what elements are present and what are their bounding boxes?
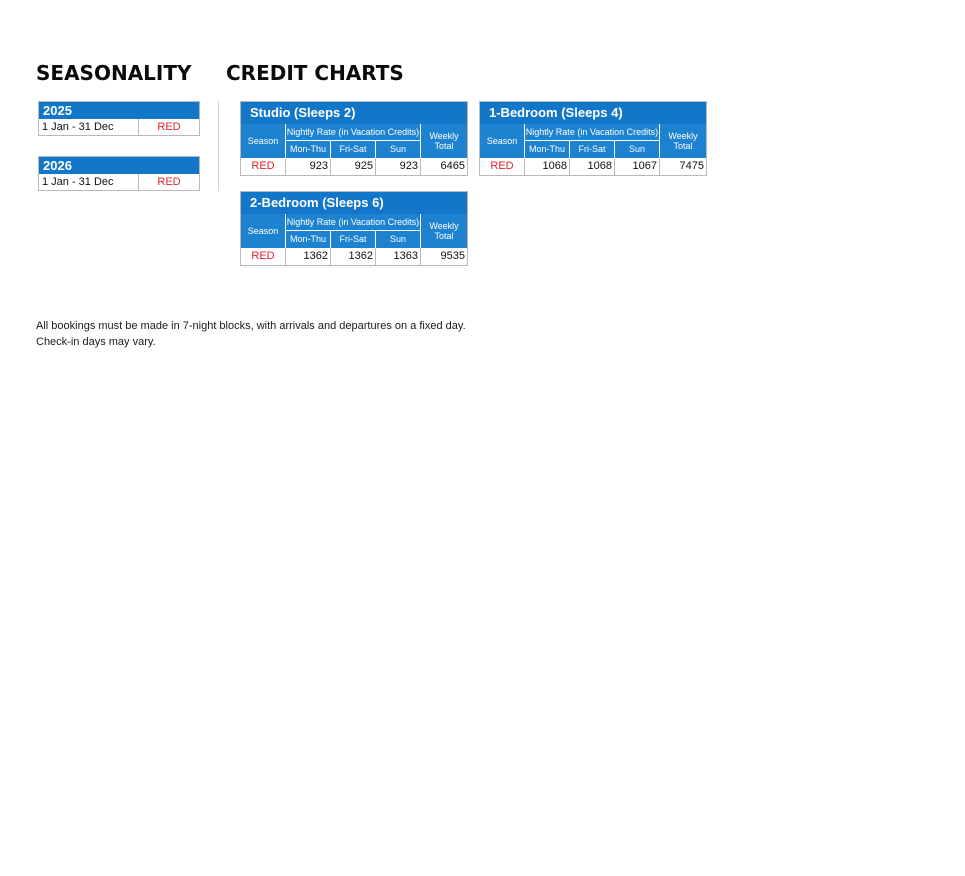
cell-fri-sat: 1362 (331, 248, 376, 265)
header-season: Season (241, 124, 286, 158)
cell-mon-thu: 1068 (525, 158, 570, 175)
header-fri-sat: Fri-Sat (330, 231, 375, 248)
table-row (241, 158, 467, 175)
cell-fri-sat: 925 (331, 158, 376, 175)
credit-table-title: 1-Bedroom (Sleeps 4) (480, 102, 706, 124)
credit-table-1-bedroom (479, 101, 707, 176)
credit-table-title: 2-Bedroom (Sleeps 6) (241, 192, 467, 214)
table-row (241, 248, 467, 265)
credit-table-2-bedroom (240, 191, 468, 266)
header-sun: Sun (375, 141, 420, 158)
cell-season: RED (241, 158, 286, 175)
season-year: 2025 (39, 102, 199, 119)
season-label: RED (157, 176, 181, 188)
credit-table-title: Studio (Sleeps 2) (241, 102, 467, 124)
cell-mon-thu: 923 (286, 158, 331, 175)
header-sun: Sun (614, 141, 659, 158)
header-weekly-total: Weekly Total (429, 131, 459, 151)
cell-sun: 1067 (615, 158, 660, 175)
cell-season: RED (480, 158, 525, 175)
header-season: Season (480, 124, 525, 158)
header-fri-sat: Fri-Sat (330, 141, 375, 158)
season-row (39, 174, 199, 190)
table-row (480, 158, 706, 175)
seasonality-heading: SEASONALITY (36, 61, 192, 85)
header-mon-thu: Mon-Thu (289, 234, 326, 244)
season-dates: 1 Jan - 31 Dec (39, 174, 139, 190)
header-nightly-rate: Nightly Rate (in Vacation Credits) (525, 124, 659, 141)
credit-table-studio (240, 101, 468, 176)
header-nightly-rate: Nightly Rate (in Vacation Credits) (286, 124, 420, 141)
cell-sun: 1363 (376, 248, 421, 265)
cell-weekly-total: 6465 (440, 160, 465, 172)
booking-note: All bookings must be made in 7-night blocks, with arrivals and departures on a fixed day. (36, 320, 466, 332)
season-row (39, 119, 199, 135)
cell-weekly-total: 7475 (679, 160, 704, 172)
credit-table-header (241, 214, 467, 248)
header-weekly-total: Weekly Total (429, 221, 459, 241)
cell-weekly-total: 9535 (440, 250, 465, 262)
season-label: RED (157, 121, 181, 133)
section-divider (218, 101, 219, 191)
cell-sun: 923 (376, 158, 421, 175)
cell-fri-sat: 1068 (570, 158, 615, 175)
credit-table-header (241, 124, 467, 158)
header-weekly-total: Weekly Total (668, 131, 698, 151)
cell-mon-thu: 1362 (286, 248, 331, 265)
season-year: 2026 (39, 157, 199, 174)
check-in-note: Check-in days may vary. (36, 336, 156, 348)
seasonality-2026 (38, 156, 200, 191)
season-dates: 1 Jan - 31 Dec (39, 119, 139, 135)
header-mon-thu: Mon-Thu (528, 144, 565, 154)
cell-season: RED (241, 248, 286, 265)
header-season: Season (241, 214, 286, 248)
credit-table-header (480, 124, 706, 158)
header-sun: Sun (375, 231, 420, 248)
header-nightly-rate: Nightly Rate (in Vacation Credits) (286, 214, 420, 231)
credit-charts-heading: CREDIT CHARTS (226, 61, 404, 85)
seasonality-2025 (38, 101, 200, 136)
header-fri-sat: Fri-Sat (569, 141, 614, 158)
header-mon-thu: Mon-Thu (289, 144, 326, 154)
